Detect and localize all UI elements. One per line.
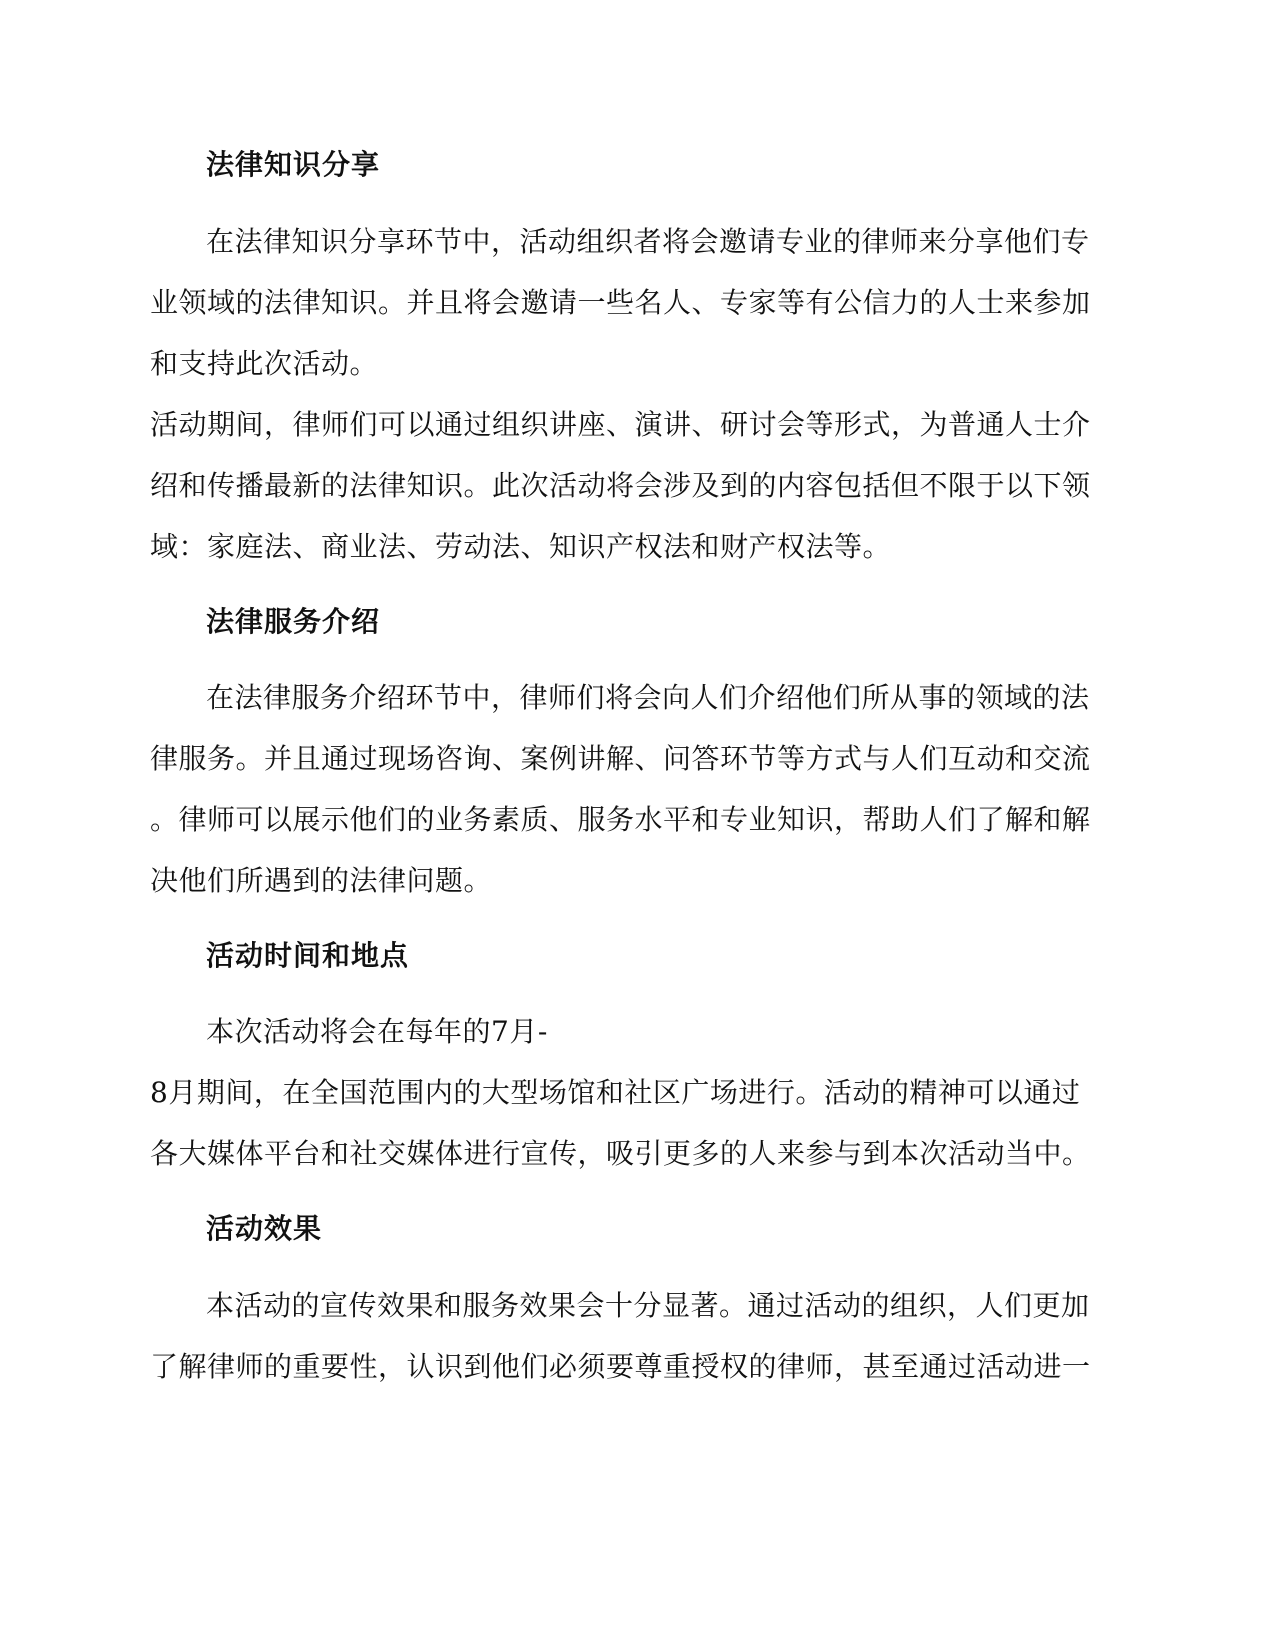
paragraph-line: 决他们所遇到的法律问题。	[150, 864, 493, 897]
paragraph-line: 在法律知识分享环节中，活动组织者将会邀请专业的律师来分享他们专	[206, 225, 1090, 258]
section-heading: 法律服务介绍	[206, 605, 381, 638]
section-heading: 法律知识分享	[206, 148, 381, 181]
paragraph-line: 了解律师的重要性，认识到他们必须要尊重授权的律师，甚至通过活动进一	[150, 1350, 1091, 1383]
section-heading: 活动效果	[206, 1212, 323, 1245]
paragraph-line: 绍和传播最新的法律知识。此次活动将会涉及到的内容包括但不限于以下领	[150, 469, 1091, 502]
paragraph-line: 8月期间，在全国范围内的大型场馆和社区广场进行。活动的精神可以通过	[150, 1076, 1081, 1109]
paragraph-line: 域：家庭法、商业法、劳动法、知识产权法和财产权法等。	[150, 530, 892, 563]
paragraph-line: 本次活动将会在每年的7月-	[206, 1015, 548, 1048]
paragraph-line: 律服务。并且通过现场咨询、案例讲解、问答环节等方式与人们互动和交流	[150, 742, 1091, 775]
paragraph-line: 和支持此次活动。	[150, 347, 379, 380]
paragraph-line: 在法律服务介绍环节中，律师们将会向人们介绍他们所从事的领域的法	[206, 681, 1090, 714]
paragraph-line: 本活动的宣传效果和服务效果会十分显著。通过活动的组织，人们更加	[206, 1289, 1090, 1322]
section-heading: 活动时间和地点	[206, 939, 410, 972]
paragraph-line: 各大媒体平台和社交媒体进行宣传，吸引更多的人来参与到本次活动当中。	[150, 1137, 1091, 1170]
paragraph-line: 。律师可以展示他们的业务素质、服务水平和专业知识，帮助人们了解和解	[150, 803, 1091, 836]
paragraph-line: 活动期间，律师们可以通过组织讲座、演讲、研讨会等形式，为普通人士介	[150, 408, 1091, 441]
paragraph-line: 业领域的法律知识。并且将会邀请一些名人、专家等有公信力的人士来参加	[150, 286, 1091, 319]
